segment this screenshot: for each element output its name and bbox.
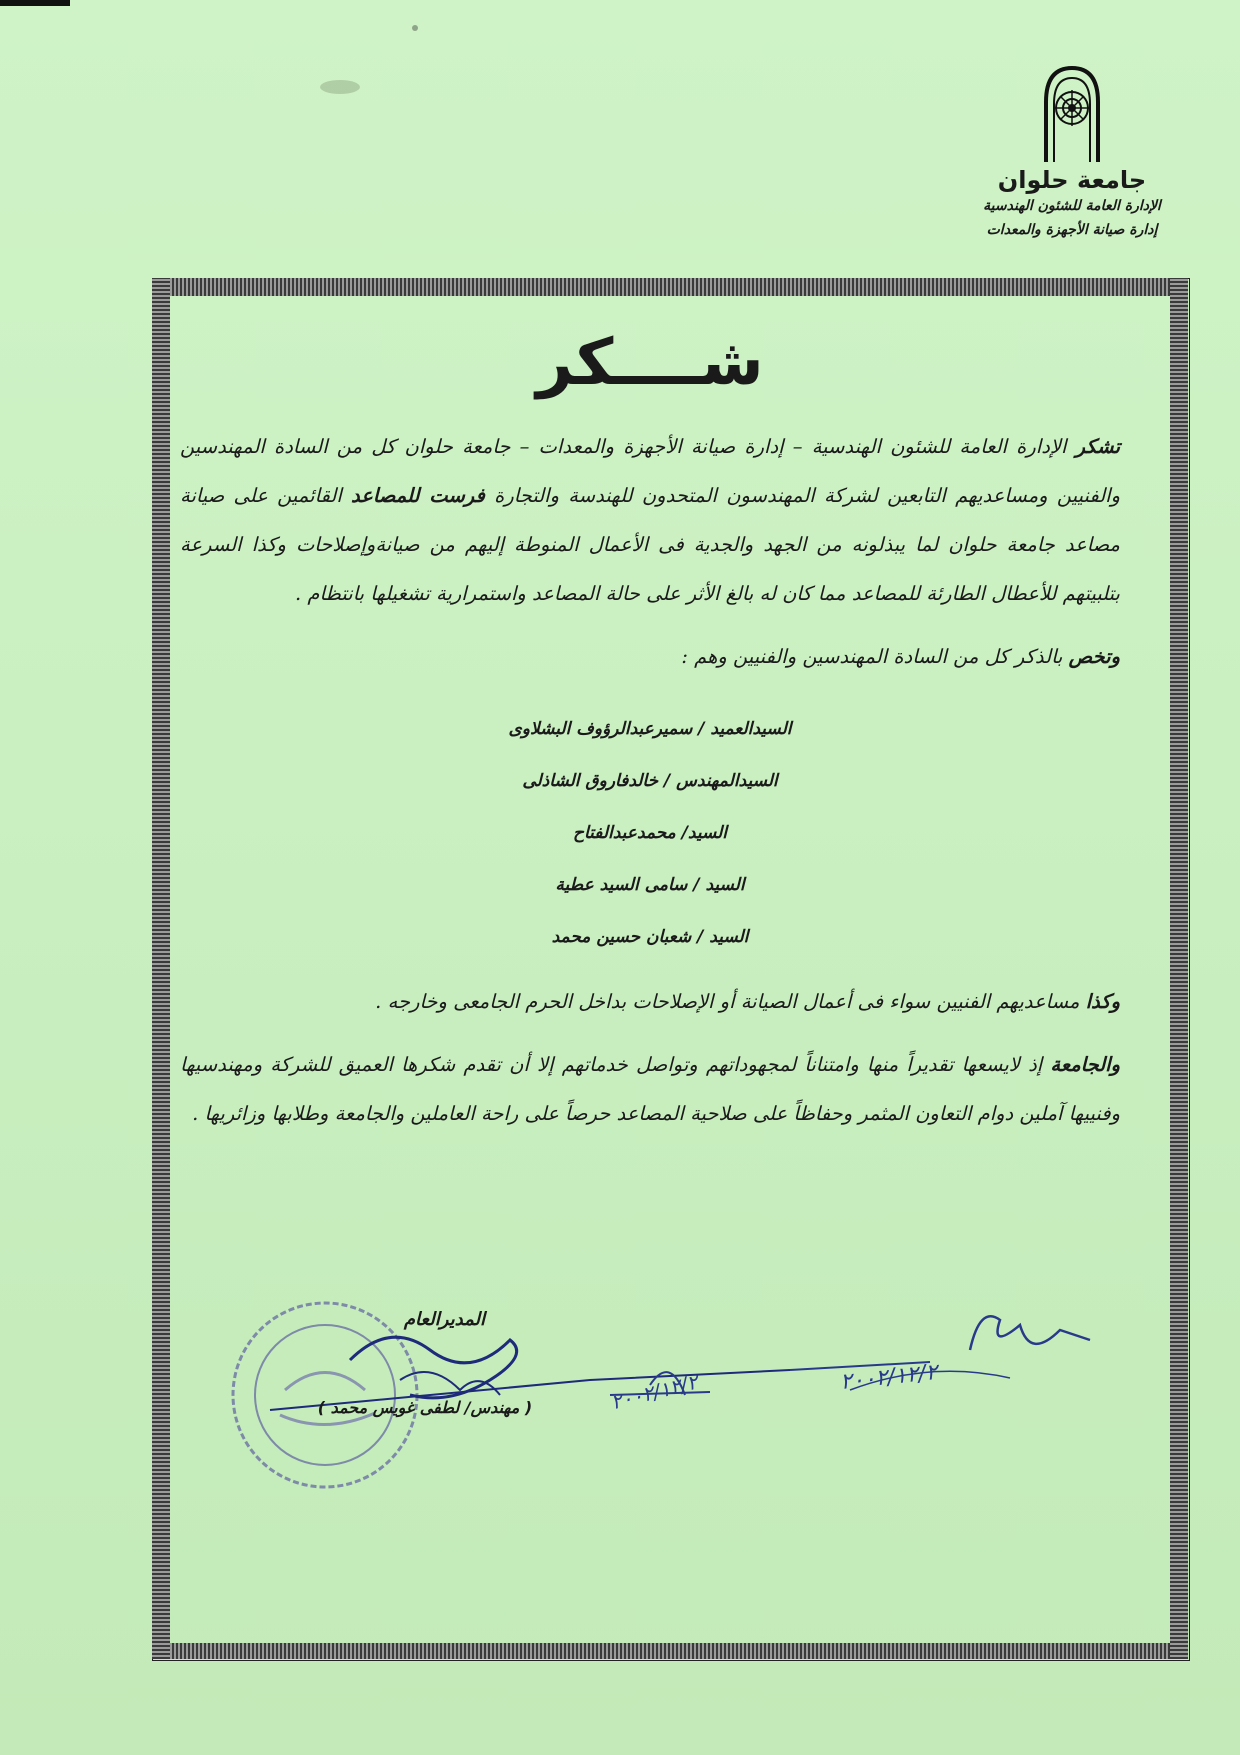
sub-department: إدارة صيانة الأجهزة والمعدات	[986, 222, 1158, 238]
signatory-title: المديرالعام	[403, 1309, 485, 1330]
paper-speck	[412, 25, 418, 31]
list-item: السيد/ محمدعبدالفتاح	[572, 823, 728, 843]
general-department: الإدارة العامة للشئون الهندسية	[983, 198, 1161, 214]
frame-border-top	[152, 278, 1188, 296]
list-item: السيد / شعبان حسين محمد	[551, 927, 749, 947]
handwritten-date-right: ٢٠٠٢/١٢/٢	[838, 1359, 939, 1396]
signatory-name: ( مهندس/ لطفى غويس محمد )	[317, 1398, 533, 1417]
paragraph-university	[180, 1040, 1120, 1138]
paragraph-text: بالذكر كل من السادة المهندسين والفنيين وهم :	[681, 645, 1069, 668]
frame-border-right	[1170, 278, 1188, 1659]
letterhead	[962, 64, 1182, 242]
lead-word: وتخص	[1068, 645, 1120, 668]
paragraph-text: إذ لايسعها تقديراً منها وامتناناً لمجهوداتهم وتواصل خدماتهم إلا أن تقدم شكرها العميق للشركة ومهندسيها وفنييها آملين دوام التعاون المثمر وحفاظاً على صلاحية المصاعد حرصاً على راحة العاملين والجامعة وطلابها وزائريها .	[180, 1053, 1120, 1125]
list-item: السيدالمهندس / خالدفاروق الشاذلى	[522, 771, 778, 791]
list-item: السيد / سامى السيد عطية	[555, 875, 745, 895]
paragraph-text: القائمين على صيانة مصاعد جامعة حلوان لما يبذلونه من الجهد والجدية فى الأعمال المنوطة إليهم من صيانةوإصلاحات وكذا السرعة بتلبيتهم للأعطال الطارئة للمصاعد مما كان له بالغ الأثر على حالة المصاعد واستمرارية تشغيلها بانتظام .	[180, 484, 1120, 605]
paragraph-assistants	[180, 977, 1120, 1026]
handwritten-date-left: ٢٠٠٢/١٢/٢	[608, 1369, 701, 1415]
company-name: فرست للمصاعد	[351, 484, 485, 507]
university-name: جامعة حلوان	[997, 166, 1147, 194]
scan-edge	[0, 0, 70, 6]
paragraph-mention	[180, 632, 1120, 681]
lead-word: تشكر	[1075, 435, 1120, 458]
paper-smudge	[320, 80, 360, 94]
frame-border-bottom	[152, 1643, 1188, 1659]
lead-word: وكذا	[1085, 990, 1120, 1013]
university-logo-icon	[1040, 64, 1104, 164]
letter-title: شــــكر	[536, 326, 764, 400]
frame-border-left	[152, 278, 170, 1659]
paragraph-thanks	[180, 422, 1120, 618]
names-list	[180, 703, 1120, 963]
paragraph-text: الإدارة العامة للشئون الهندسية – إدارة صيانة الأجهزة والمعدات – جامعة حلوان كل من السادة المهندسين والفنيين ومساعديهم التابعين لشركة المهندسون المتحدون للهندسة والتجارة	[180, 435, 1120, 507]
lead-word: والجامعة	[1050, 1053, 1120, 1076]
paragraph-text: مساعديهم الفنيين سواء فى أعمال الصيانة أو الإصلاحات بداخل الحرم الجامعى وخارجه .	[375, 990, 1086, 1013]
list-item: السيدالعميد / سميرعبدالرؤوف البشلاوى	[508, 719, 792, 739]
letter-body	[180, 300, 1120, 1138]
